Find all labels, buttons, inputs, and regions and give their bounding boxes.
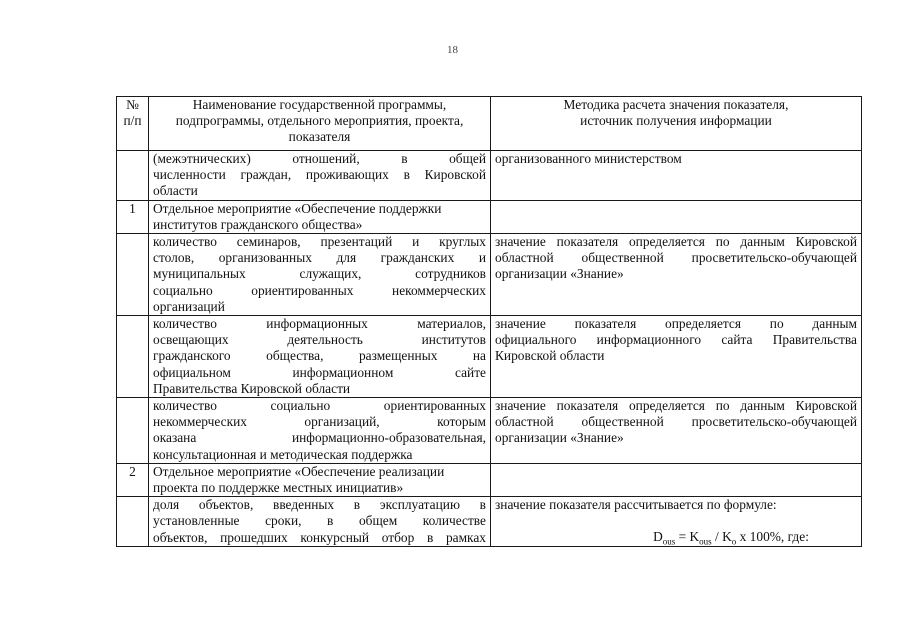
header-line: Наименование государственной программы,	[192, 97, 447, 112]
table-row	[117, 398, 862, 464]
method-text	[491, 398, 862, 464]
text-line: доля объектов, введенных в эксплуатацию в	[153, 497, 486, 513]
text-line: организации «Знание»	[495, 266, 624, 282]
indicator-name	[149, 316, 491, 398]
text-line: столов, организованных для гражданских и	[153, 250, 486, 266]
table-row	[117, 151, 862, 201]
formula-part: x 100%, где:	[736, 529, 809, 545]
method-text	[491, 234, 862, 316]
indicator-name	[149, 497, 491, 547]
row-number	[117, 151, 149, 201]
text-line: областной общественной просветительско-обучающей	[495, 414, 857, 430]
table-row	[117, 316, 862, 398]
row-number	[117, 234, 149, 316]
row-number	[117, 316, 149, 398]
table-row	[117, 234, 862, 316]
text-line: муниципальных служащих, сотрудников	[153, 266, 486, 282]
header-line: №	[126, 97, 139, 112]
text-line: Кировской области	[495, 348, 605, 364]
header-line: подпрограммы, отдельного мероприятия, проекта,	[175, 113, 464, 129]
formula-part: K	[722, 529, 732, 545]
formula	[495, 529, 857, 548]
table-row	[117, 497, 862, 547]
text-line: количество социально ориентированных	[153, 398, 486, 414]
text-line: оказана информационно-образовательная,	[153, 430, 486, 446]
text-line: значение показателя определяется по данным	[495, 316, 857, 332]
text-line: Правительства Кировской области	[153, 380, 351, 396]
row-number	[117, 398, 149, 464]
text-line: количество информационных материалов,	[153, 316, 486, 332]
row-number	[117, 497, 149, 547]
formula-part: /	[711, 529, 723, 545]
text-line: институтов гражданского общества»	[153, 216, 363, 232]
text-line: значение показателя определяется по данным Кировской	[495, 234, 857, 250]
formula-subscript: ous	[699, 537, 712, 548]
text-line: численности граждан, проживающих в Кировской	[153, 167, 486, 183]
table-row	[117, 200, 862, 233]
row-number: 1	[117, 200, 149, 233]
text-line: Отдельное мероприятие «Обеспечение реализации	[153, 463, 445, 479]
text-line: количество семинаров, презентаций и круглых	[153, 234, 486, 250]
text-line: организованного министерством	[495, 151, 682, 166]
indicator-name	[149, 234, 491, 316]
indicator-name	[149, 151, 491, 201]
text-line: гражданского общества, размещенных на	[153, 348, 486, 364]
text-line: освещающих деятельность институтов	[153, 332, 486, 348]
text-line: значение показателя определяется по данным Кировской	[495, 398, 857, 414]
text-line: официального информационного сайта Правительства	[495, 332, 857, 348]
header-name	[149, 97, 491, 151]
header-line: источник получения информации	[580, 113, 772, 129]
row-number: 2	[117, 463, 149, 496]
text-line: некоммерческих организаций, которым	[153, 414, 486, 430]
text-line: объектов, прошедших конкурсный отбор в рамках	[153, 529, 486, 545]
formula-part: D	[653, 529, 663, 545]
formula-subscript: o	[731, 537, 737, 548]
method-text	[491, 200, 862, 233]
method-text	[491, 497, 862, 547]
header-line: п/п	[123, 113, 142, 129]
text-line: организации «Знание»	[495, 430, 624, 446]
header-line: Методика расчета значения показателя,	[563, 97, 789, 112]
text-line: организаций	[153, 298, 225, 314]
text-line: установленные сроки, в общем количестве	[153, 513, 486, 529]
header-line: показателя	[288, 129, 351, 145]
indicator-table	[116, 96, 862, 547]
text-line: (межэтнических) отношений, в общей	[153, 151, 486, 166]
text-line: Отдельное мероприятие «Обеспечение поддержки	[153, 200, 442, 216]
page-number: 18	[447, 44, 458, 56]
header-method	[491, 97, 862, 151]
method-text	[491, 151, 862, 201]
table-header-row	[117, 97, 862, 151]
indicator-name	[149, 463, 491, 496]
method-text	[491, 463, 862, 496]
text-line: официальном информационном сайте	[153, 364, 486, 380]
formula-part: K	[689, 529, 700, 545]
method-text	[491, 316, 862, 398]
text-line: области	[153, 183, 198, 199]
indicator-name	[149, 200, 491, 233]
header-number	[117, 97, 149, 151]
text-line: областной общественной просветительско-обучающей	[495, 250, 857, 266]
table-row	[117, 463, 862, 496]
text-line: социально ориентированных некоммерческих	[153, 282, 486, 298]
text-line: проекта по поддержке местных инициатив»	[153, 480, 404, 496]
formula-part: =	[675, 529, 690, 545]
text-line: консультационная и методическая поддержка	[153, 446, 413, 462]
formula-subscript: ous	[662, 537, 676, 548]
indicator-name	[149, 398, 491, 464]
text-line: значение показателя рассчитывается по формуле:	[495, 497, 777, 513]
